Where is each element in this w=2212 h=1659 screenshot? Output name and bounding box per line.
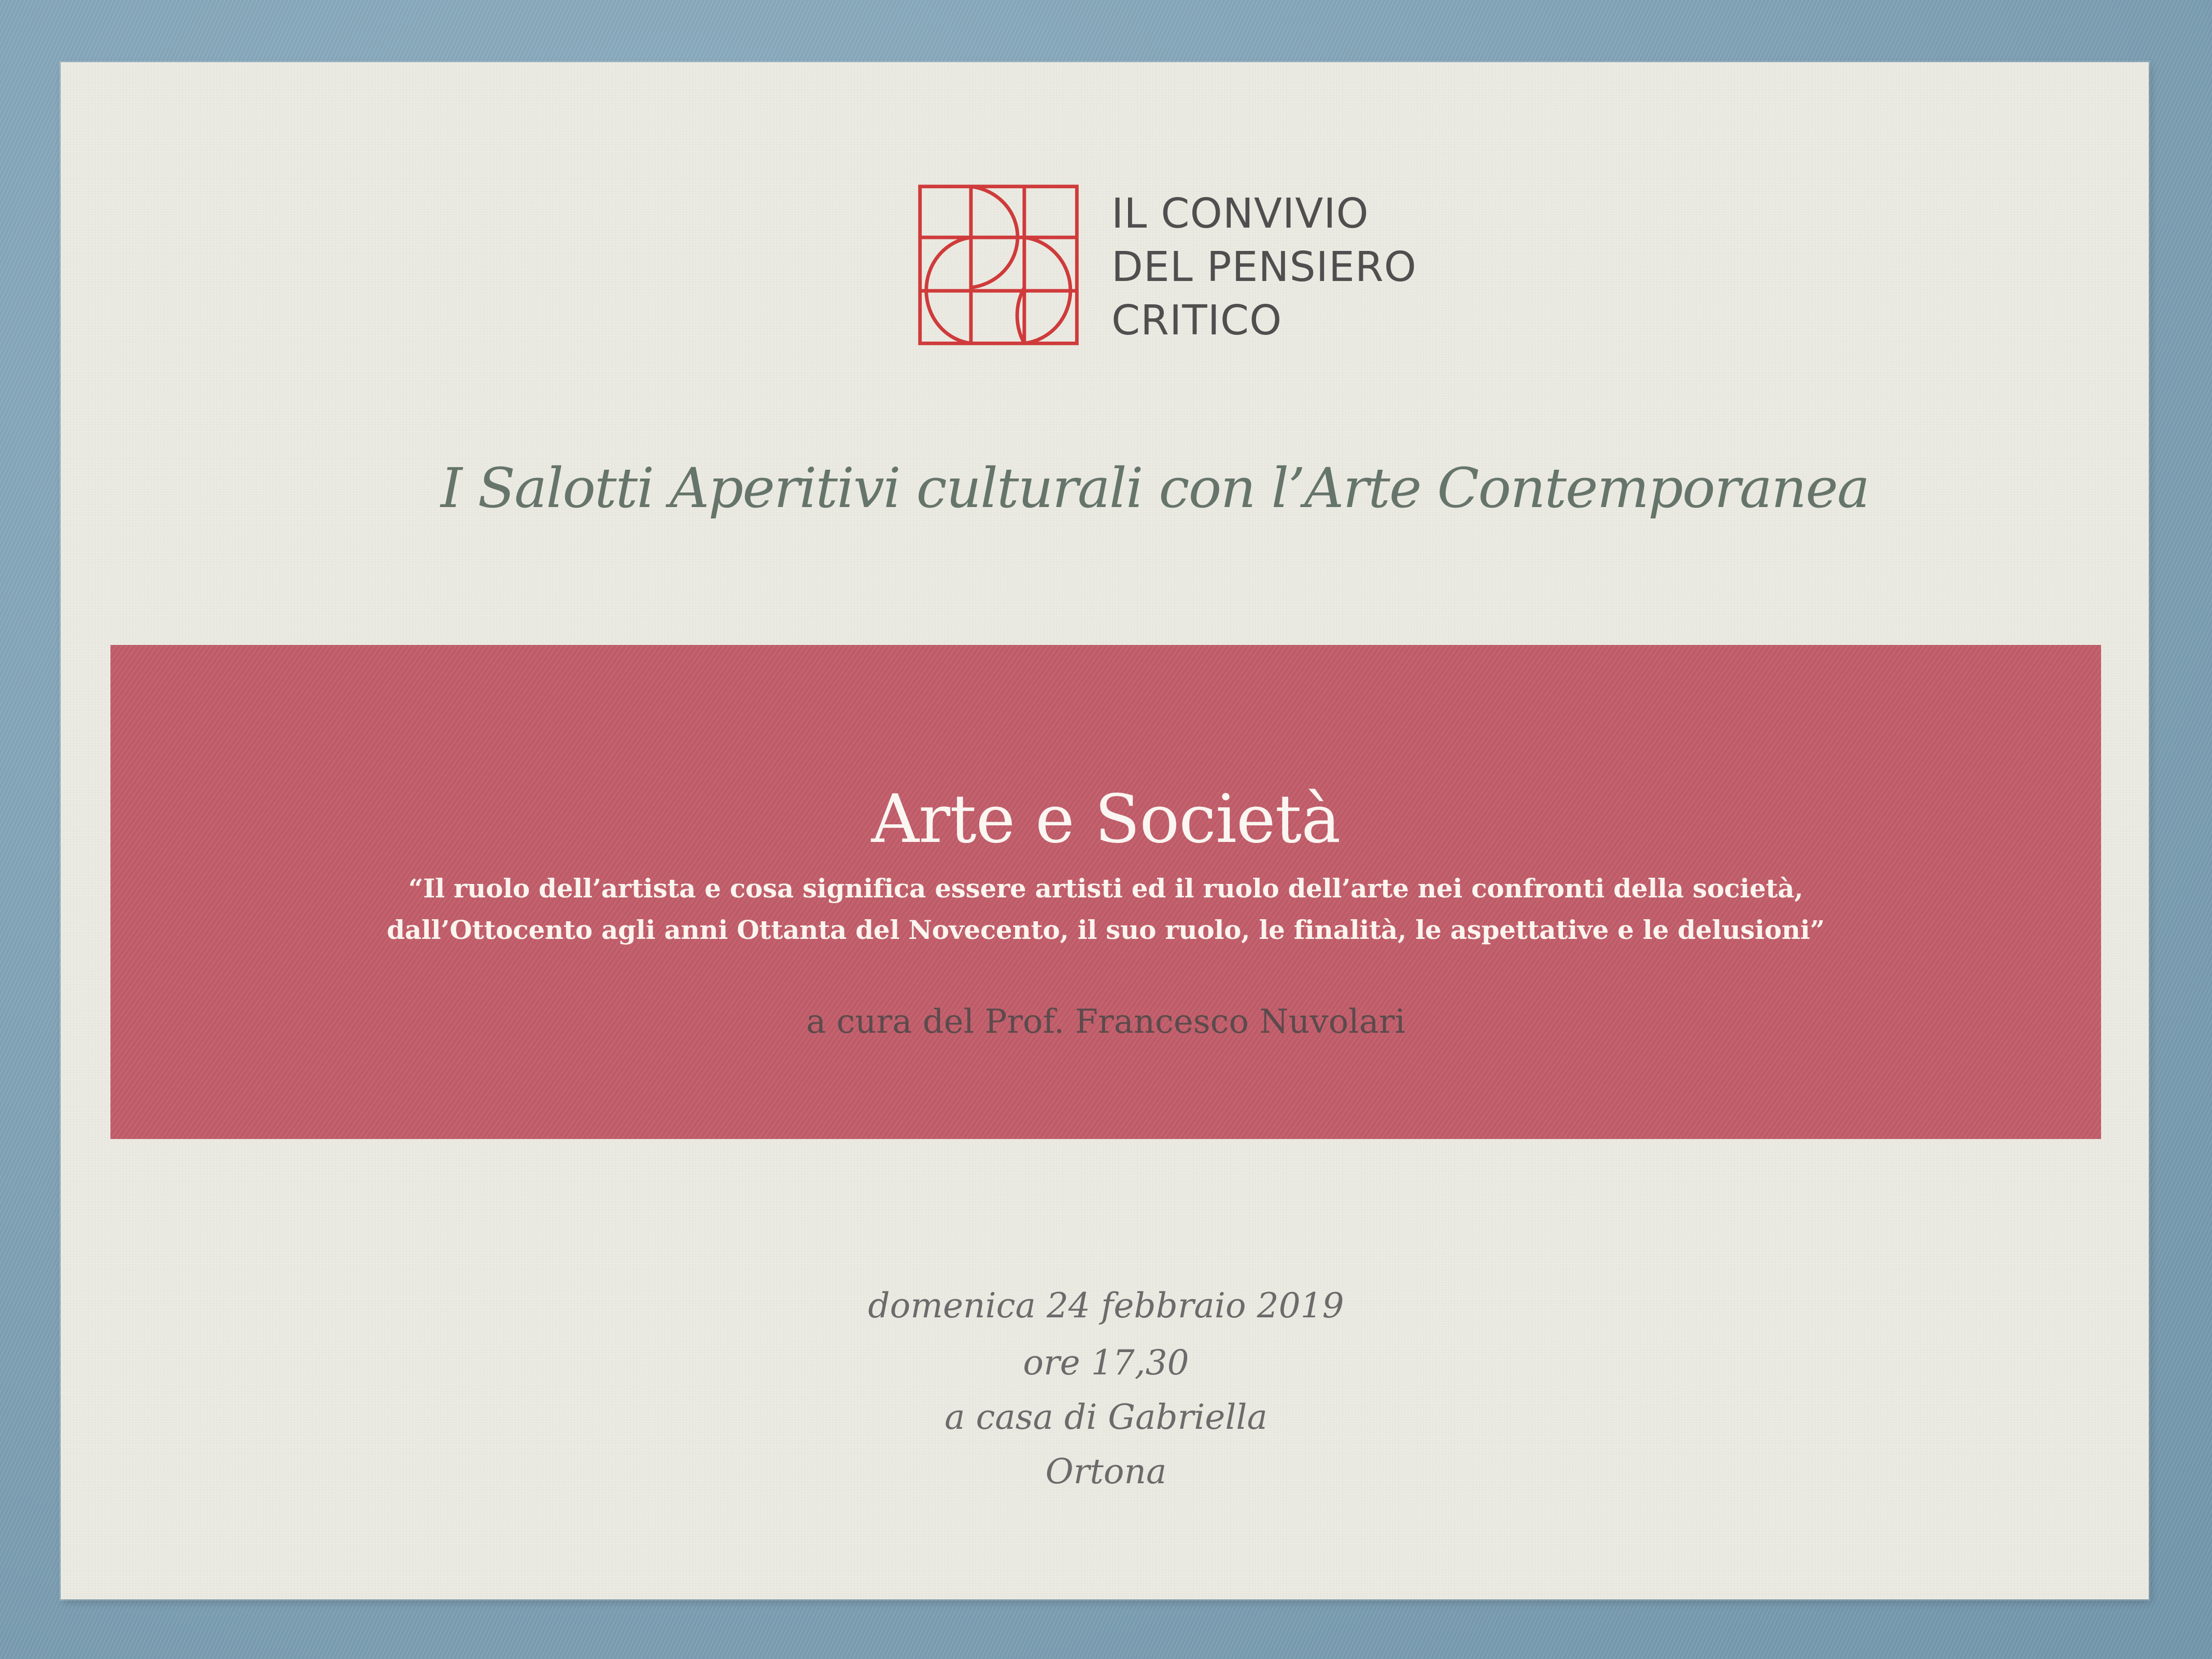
logo-line-2: DEL PENSIERO <box>1111 243 1417 291</box>
logo <box>918 184 1417 347</box>
event-banner <box>110 645 2101 1139</box>
logo-line-3: CRITICO <box>1111 297 1283 344</box>
convivio-monogram-icon <box>918 184 1079 346</box>
event-date: domenica 24 febbraio 2019 <box>868 1286 1344 1326</box>
series-title: I Salotti Aperitivi culturali con l’Arte Contemporanea <box>440 456 1869 520</box>
logo-line-1: IL CONVIVIO <box>1111 190 1369 237</box>
event-city: Ortona <box>1045 1452 1167 1492</box>
logo-wordmark <box>1111 187 1417 347</box>
event-venue: a casa di Gabriella <box>945 1397 1267 1437</box>
event-description-line-2: dall’Ottocento agli anni Ottanta del Novecento, il suo ruolo, le finalità, le aspettative e le delusioni” <box>387 915 1825 945</box>
event-time: ore 17,30 <box>1023 1343 1189 1383</box>
event-title: Arte e Società <box>871 781 1341 858</box>
event-description-line-1: “Il ruolo dell’artista e cosa significa essere artisti ed il ruolo dell’arte nei confronti della società, <box>408 873 1804 904</box>
curator-credit: a cura del Prof. Francesco Nuvolari <box>806 1003 1405 1041</box>
